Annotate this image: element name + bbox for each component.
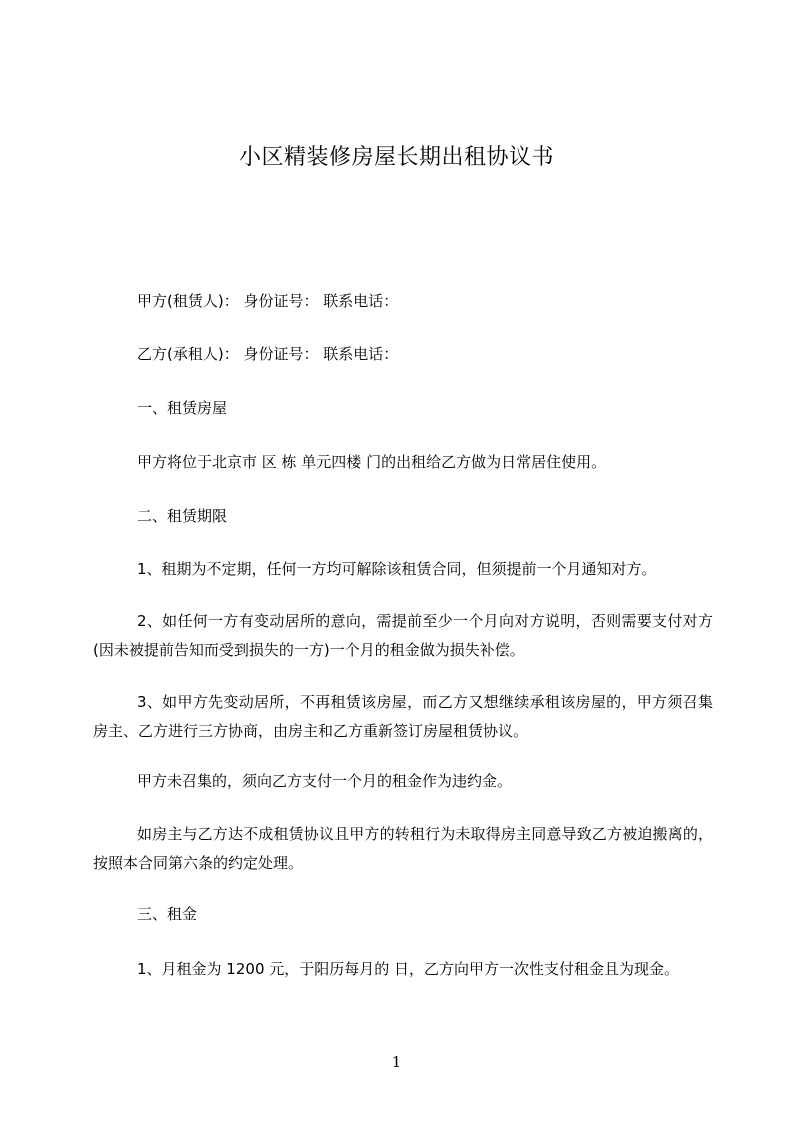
term-clause-3: 3、如甲方先变动居所，不再租赁该房屋，而乙方又想继续承租该房屋的，甲方须召集房主、乙方进行三方协商，由房主和乙方重新签订房屋租赁协议。 bbox=[93, 693, 713, 740]
term-clause-eviction: 如房主与乙方达不成租赁协议且甲方的转租行为未取得房主同意导致乙方被迫搬离的，按照本合同第六条的约定处理。 bbox=[93, 825, 713, 872]
page-number: 1 bbox=[391, 1053, 402, 1071]
document-title: 小区精装修房屋长期出租协议书 bbox=[238, 145, 554, 170]
lease-property-paragraph: 甲方将位于北京市 区 栋 单元四楼 门的出租给乙方做为日常居住使用。 bbox=[137, 453, 607, 471]
term-clause-3-penalty: 甲方未召集的，须向乙方支付一个月的租金作为违约金。 bbox=[137, 772, 513, 790]
section-heading-lease-term: 二、租赁期限 bbox=[137, 507, 228, 525]
section-heading-lease-property: 一、租赁房屋 bbox=[137, 399, 228, 417]
party-b-line: 乙方(承租人)： 身份证号： 联系电话： bbox=[137, 345, 399, 363]
term-clause-2: 2、如任何一方有变动居所的意向，需提前至少一个月向对方说明，否则需要支付对方(因未被提前告知而受到损失的一方)一个月的租金做为损失补偿。 bbox=[93, 612, 713, 659]
rent-clause-1: 1、月租金为 1200 元，于阳历每月的 日，乙方向甲方一次性支付租金且为现金。 bbox=[137, 960, 680, 978]
section-heading-rent: 三、租金 bbox=[137, 905, 198, 923]
party-a-line: 甲方(租赁人)： 身份证号： 联系电话： bbox=[137, 292, 399, 310]
term-clause-1: 1、租期为不定期，任何一方均可解除该租赁合同，但须提前一个月通知对方。 bbox=[137, 560, 657, 578]
